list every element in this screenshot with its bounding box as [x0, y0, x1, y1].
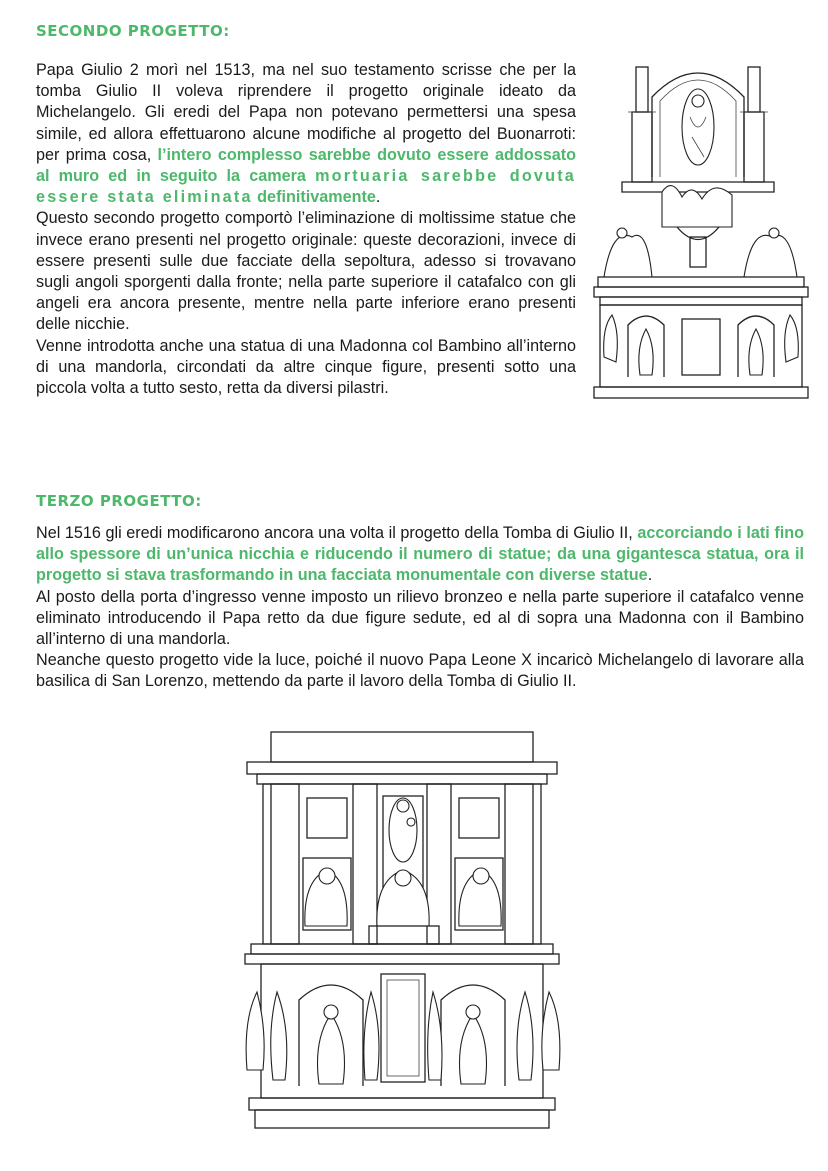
section-3-text — [36, 523, 804, 693]
section-2-text — [36, 60, 576, 399]
highlight-text: l’intero complesso sarebbe dovuto essere addossato al muro ed in seguito la camera — [36, 145, 576, 186]
section-2-paragraph-2: Questo secondo progetto comportò l’eliminazione di moltissime statue che invece erano presenti nel progetto originale: queste decorazioni, invece di essere presenti sulle due facciate della sepoltura, adesso si trovavano sugli angoli sporgenti dalla fronte; nella parte superiore il catafalco con gli angeli era ancora presente, mentre nella parte inferiore erano presenti delle nicchie. — [36, 209, 576, 334]
section-2-paragraph-1: Papa Giulio 2 morì nel 1513, ma nel suo testamento scrisse che per la tomba Giulio II voleva riprendere il progetto originale ideato da Michelangelo. Gli eredi del Papa non potevano permettersi una spesa simile, ed allora effettuarono alcune modifiche al progetto del Buonarroti: per prima cosa, l’intero complesso sarebbe dovuto essere addossato al muro ed in seguito la camera mortuaria sarebbe dovuta essere stata eliminata definitivamente. — [36, 61, 576, 207]
section-3-paragraph-2: Al posto della porta d’ingresso venne imposto un rilievo bronzeo e nella parte superiore il catafalco venne eliminato introducendo il Papa retto da due figure sedute, ed al di sopra una Madonna con il Bambino all’interno di una mandorla. — [36, 587, 804, 649]
highlight-text: definitivamente — [257, 188, 376, 207]
section-3-paragraph-1: Nel 1516 gli eredi modificarono ancora una volta il progetto della Tomba di Giulio II, accorciando i lati fino allo spessore di un’unica nicchia e riducendo il numero di statue; da una gigantesca statua, ora il progetto si stava trasformando in una facciata monumentale con diverse statue. — [36, 524, 805, 585]
section-2-paragraph-3: Venne introdotta anche una statua di una Madonna col Bambino all’interno di una mandorla, circondati da altre cinque figure, presenti sotto una piccola volta a tutto sesto, retta da diversi pilastri. — [36, 336, 576, 398]
section-3-paragraph-3: Neanche questo progetto vide la luce, poiché il nuovo Papa Leone X incaricò Michelangelo di lavorare alla basilica di San Lorenzo, mettendo da parte il lavoro della Tomba di Giulio II. — [36, 651, 804, 691]
highlight-text: accorciando i lati fino allo spessore di un’unica nicchia e riducendo il numero di statue; da una gigantesca statua, ora il progetto si stava trasformando in una facciata monumentale con diverse statue — [36, 524, 805, 585]
section-title-secondo-progetto: SECONDO PROGETTO: — [36, 22, 230, 40]
tomb-second-project-drawing — [592, 57, 810, 400]
tomb-third-project-drawing — [243, 730, 577, 1132]
section-title-terzo-progetto: TERZO PROGETTO: — [36, 492, 202, 510]
highlight-text: mortuaria sarebbe dovuta essere stata eliminata — [36, 167, 576, 207]
